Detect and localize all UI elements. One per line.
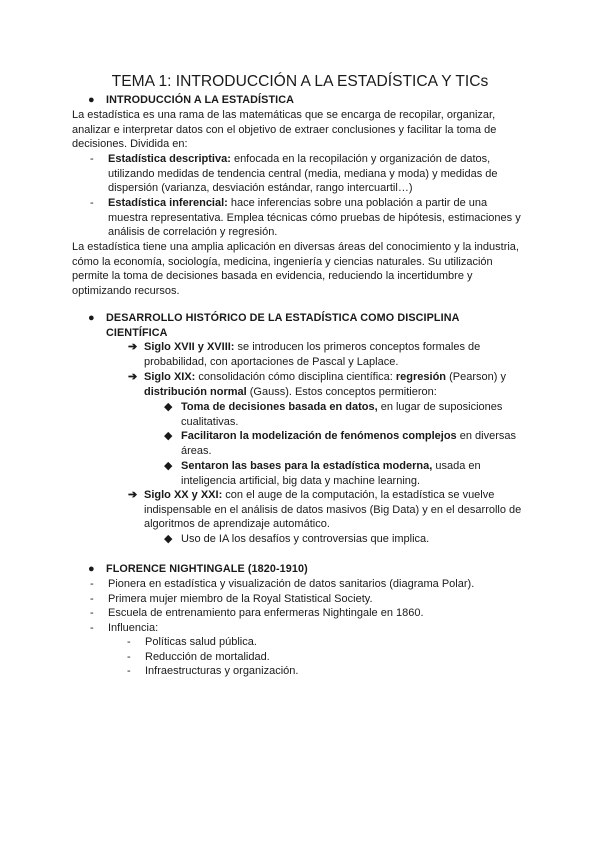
text-line xyxy=(144,385,506,400)
diamond-marker: ◆ xyxy=(164,401,173,413)
dash-marker: - xyxy=(90,593,94,605)
text-line: cualitativas. xyxy=(181,415,239,428)
sub-list-item xyxy=(145,635,257,650)
list-item-descriptiva xyxy=(108,152,498,196)
heading-line: CIENTÍFICA xyxy=(106,326,168,339)
text-line: decisiones. Dividida en: xyxy=(72,138,188,151)
text-run: en lugar de suposiciones xyxy=(377,401,503,413)
bold-term: Estadística descriptiva: xyxy=(108,153,231,165)
section-3-heading: FLORENCE NIGHTINGALE (1820-1910) xyxy=(106,563,308,575)
sub-item-decisiones xyxy=(181,400,502,429)
text-line: análisis de correlación y regresión. xyxy=(108,226,278,239)
bold-term: Siglo XIX: xyxy=(144,371,196,383)
text-line: Uso de IA los desafíos y controversias que implica. xyxy=(181,533,430,545)
dash-marker: - xyxy=(90,153,94,165)
text-line: cómo la economía, sociología, medicina, ingeniería y ciencias naturales. Su utilización xyxy=(72,255,493,268)
list-item xyxy=(108,577,474,592)
list-item-inferencial xyxy=(108,196,521,240)
section-1-intro xyxy=(72,108,496,152)
page-title xyxy=(0,72,600,92)
list-item-siglo-xvii xyxy=(144,340,480,369)
text-run: (Gauss). Estos conceptos permitieron: xyxy=(246,385,437,398)
list-item xyxy=(108,621,158,636)
text-line: dispersión (varianza, desviación estándar, rango intercuartil…) xyxy=(108,182,413,195)
text-line: La estadística tiene una amplia aplicación en diversas áreas del conocimiento y la industria, xyxy=(72,241,519,253)
bold-term: distribución normal xyxy=(144,385,247,398)
text-line: probabilidad, con aportaciones de Pascal y Laplace. xyxy=(144,355,399,368)
text-line xyxy=(144,488,521,503)
text-line xyxy=(181,429,516,444)
arrow-marker: ➔ xyxy=(128,341,138,353)
text-line: inteligencia artificial, big data y machine learning. xyxy=(181,474,421,487)
dash-marker: - xyxy=(127,665,131,677)
text-run: enfocada en la recopilación y organización de datos, xyxy=(230,153,491,165)
text-line: permite la toma de decisiones basada en evidencia, reduciendo la incertidumbre y xyxy=(72,270,473,283)
arrow-marker: ➔ xyxy=(128,489,138,501)
bold-term: Toma de decisiones basada en datos, xyxy=(181,401,378,413)
text-line: Políticas salud pública. xyxy=(145,636,257,648)
text-line: algoritmos de aprendizaje automático. xyxy=(144,518,330,531)
bold-term: Siglo XX y XXI: xyxy=(144,489,223,501)
text-run: consolidación cómo disciplina científica: xyxy=(195,371,396,383)
dash-marker: - xyxy=(90,607,94,619)
text-run: (Pearson) y xyxy=(446,371,506,383)
list-item xyxy=(108,606,424,621)
arrow-marker: ➔ xyxy=(128,371,138,383)
text-line: analizar e interpretar datos con el objetivo de extraer conclusiones y facilitar la toma de xyxy=(72,123,497,136)
text-line: La estadística es una rama de las matemáticas que se encarga de recopilar, organizar, xyxy=(72,109,496,121)
text-run: hace inferencias sobre una población a partir de una xyxy=(227,197,488,209)
text-line xyxy=(181,459,481,474)
list-item xyxy=(108,592,373,607)
dash-marker: - xyxy=(90,578,94,590)
text-line xyxy=(108,152,498,167)
text-line: Infraestructuras y organización. xyxy=(145,665,299,677)
sub-item-modelizacion xyxy=(181,429,516,458)
bold-term: Siglo XVII y XVIII: xyxy=(144,341,235,353)
bold-term: Estadística inferencial: xyxy=(108,197,228,209)
title-text: TEMA 1: INTRODUCCIÓN A LA ESTADÍSTICA Y TICs xyxy=(111,73,489,90)
text-line xyxy=(144,370,506,385)
section-1-bullet: ● xyxy=(88,94,95,106)
sub-item-bases xyxy=(181,459,481,488)
text-line xyxy=(144,340,480,355)
dash-marker: - xyxy=(127,636,131,648)
text-line: Escuela de entrenamiento para enfermeras Nightingale en 1860. xyxy=(108,607,424,619)
sub-item-ia xyxy=(181,532,429,547)
diamond-marker: ◆ xyxy=(164,533,173,545)
sub-list-item xyxy=(145,650,270,665)
diamond-marker: ◆ xyxy=(164,460,173,472)
text-line: Primera mujer miembro de la Royal Statistical Society. xyxy=(108,593,373,605)
text-line xyxy=(108,196,521,211)
text-line: áreas. xyxy=(181,444,212,457)
list-item-siglo-xix xyxy=(144,370,506,399)
text-line: optimizando recursos. xyxy=(72,284,180,297)
text-line xyxy=(181,400,502,415)
text-run: en diversas xyxy=(456,430,516,442)
text-line: Reducción de mortalidad. xyxy=(145,651,270,663)
section-2-bullet: ● xyxy=(88,312,95,324)
bold-term: Sentaron las bases para la estadística moderna, xyxy=(181,460,433,472)
dash-marker: - xyxy=(127,651,131,663)
text-run: con el auge de la computación, la estadística se vuelve xyxy=(222,489,495,501)
text-run: usada en xyxy=(432,460,481,472)
section-1-heading: INTRODUCCIÓN A LA ESTADÍSTICA xyxy=(106,94,295,106)
sub-list-item xyxy=(145,664,298,679)
dash-marker: - xyxy=(90,197,94,209)
bold-term: regresión xyxy=(395,371,447,383)
list-item-siglo-xx xyxy=(144,488,521,532)
text-line: indispensable en el análisis de datos masivos (Big Data) y en el desarrollo de xyxy=(144,503,522,516)
text-line: utilizando medidas de tendencia central (media, mediana y moda) y medidas de xyxy=(108,167,498,180)
text-line: Influencia: xyxy=(108,622,159,634)
heading-line: DESARROLLO HISTÓRICO DE LA ESTADÍSTICA COMO DISCIPLINA xyxy=(106,312,460,324)
section-2-heading xyxy=(106,311,460,340)
dash-marker: - xyxy=(90,622,94,634)
section-3-bullet: ● xyxy=(88,563,95,575)
section-1-outro xyxy=(72,240,519,298)
text-line: Pionera en estadística y visualización de datos sanitarios (diagrama Polar). xyxy=(108,578,475,590)
diamond-marker: ◆ xyxy=(164,430,173,442)
bold-term: Facilitaron la modelización de fenómenos complejos xyxy=(181,430,457,442)
text-run: se introducen los primeros conceptos formales de xyxy=(234,341,481,353)
text-line: muestra representativa. Emplea técnicas cómo pruebas de hipótesis, estimaciones y xyxy=(108,211,521,224)
